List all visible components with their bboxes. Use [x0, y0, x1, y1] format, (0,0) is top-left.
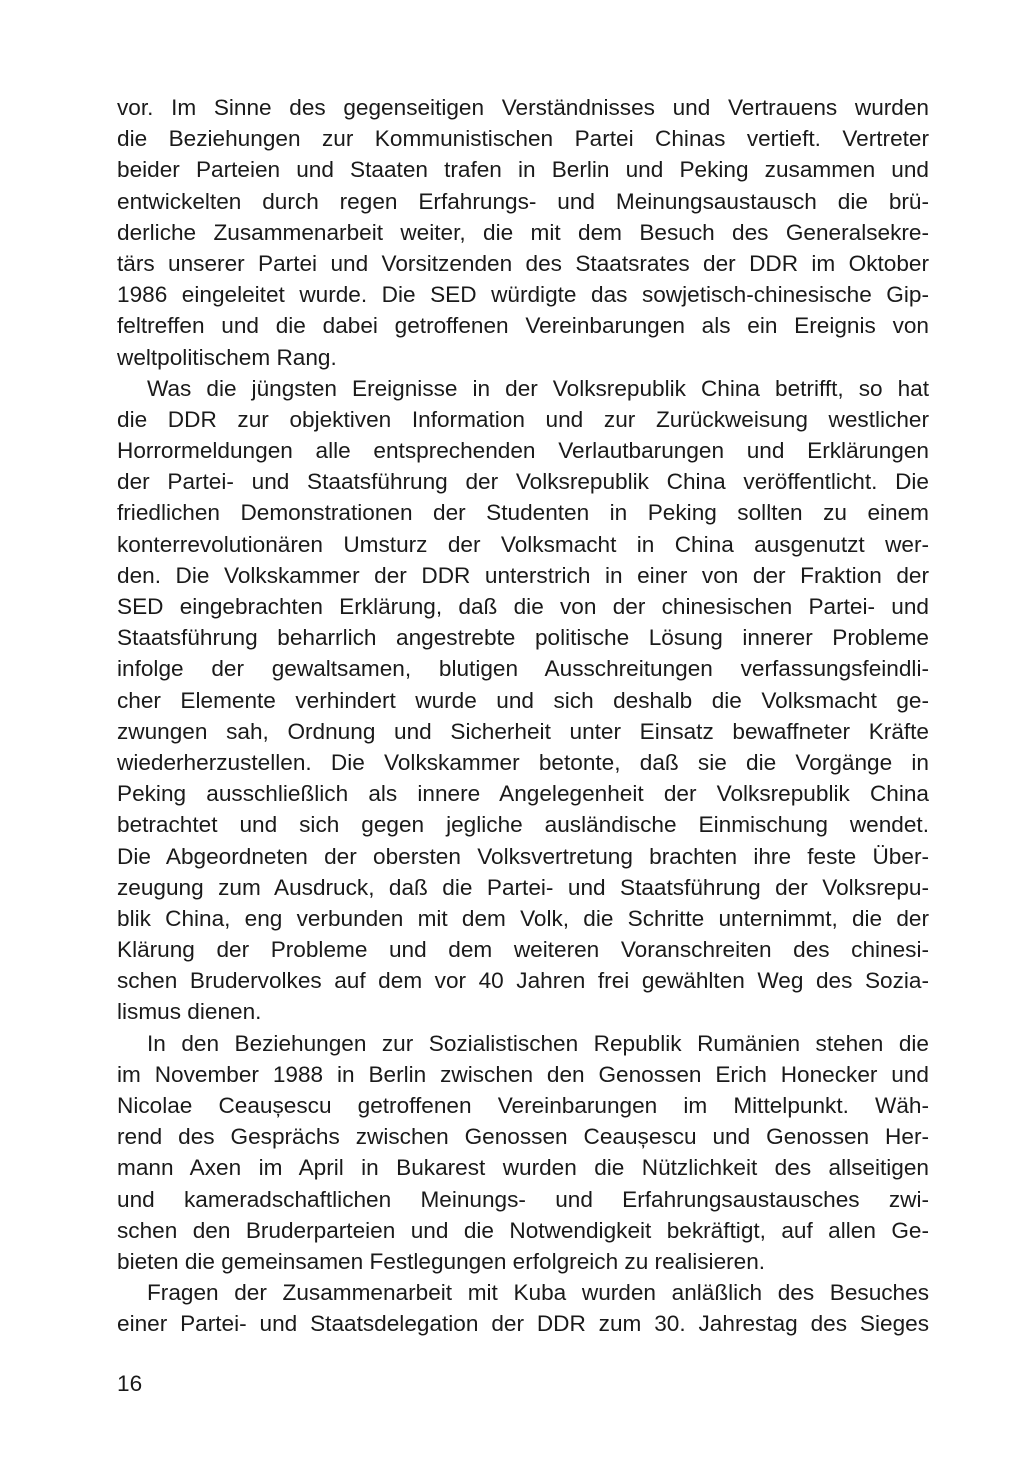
- text-line: tärs unserer Partei und Vorsitzenden des Staatsrates der DDR im Oktober: [117, 250, 929, 276]
- text-line: wiederherzustellen. Die Volkskammer betonte, daß sie die Vorgänge in: [117, 749, 929, 775]
- text-line: entwickelten durch regen Erfahrungs- und Meinungsaustausch die brü-: [117, 188, 929, 214]
- text-line: bieten die gemeinsamen Festlegungen erfolgreich zu realisieren.: [117, 1248, 766, 1274]
- text-line: Die Abgeordneten der obersten Volksvertretung brachten ihre feste Über-: [117, 843, 929, 869]
- text-line: friedlichen Demonstrationen der Studenten in Peking sollten zu einem: [117, 500, 929, 526]
- paragraph-1: [117, 92, 929, 373]
- text-line: weltpolitischem Rang.: [117, 344, 337, 370]
- text-line: einer Partei- und Staatsdelegation der DDR zum 30. Jahrestag des Sieges: [117, 1311, 929, 1337]
- text-line: und kameradschaftlichen Meinungs- und Erfahrungsaustausches zwi-: [117, 1186, 929, 1212]
- text-line: schen den Bruderparteien und die Notwendigkeit bekräftigt, auf allen Ge-: [117, 1217, 929, 1243]
- text-line: den. Die Volkskammer der DDR unterstrich in einer von der Fraktion der: [117, 562, 929, 588]
- text-line: der Partei- und Staatsführung der Volksrepublik China veröffentlicht. Die: [117, 469, 929, 495]
- text-line: Nicolae Ceaușescu getroffenen Vereinbarungen im Mittelpunkt. Wäh-: [117, 1093, 929, 1118]
- text-line: blik China, eng verbunden mit dem Volk, die Schritte unternimmt, die der: [117, 905, 929, 931]
- text-line: zwungen sah, Ordnung und Sicherheit unter Einsatz bewaffneter Kräfte: [117, 718, 929, 744]
- page-number: 16: [117, 1371, 143, 1396]
- text-line: vor. Im Sinne des gegenseitigen Verständnisses und Vertrauens wurden: [117, 95, 929, 120]
- text-line: feltreffen und die dabei getroffenen Vereinbarungen als ein Ereignis von: [117, 313, 929, 339]
- paragraph-2: [117, 373, 929, 1028]
- text-line: die Beziehungen zur Kommunistischen Partei Chinas vertieft. Vertreter: [117, 126, 929, 152]
- body-text: [117, 92, 929, 1340]
- text-line: lismus dienen.: [117, 999, 262, 1025]
- text-line: Horrormeldungen alle entsprechenden Verlautbarungen und Erklärungen: [117, 438, 929, 464]
- text-line: Klärung der Probleme und dem weiteren Voranschreiten des chinesi-: [117, 937, 929, 963]
- text-line: In den Beziehungen zur Sozialistischen Republik Rumänien stehen die: [147, 1030, 929, 1056]
- text-line: cher Elemente verhindert wurde und sich deshalb die Volksmacht ge-: [117, 687, 929, 713]
- text-line: 1986 eingeleitet wurde. Die SED würdigte das sowjetisch-chinesische Gip-: [117, 282, 929, 308]
- paragraph-4: [117, 1277, 929, 1339]
- text-line: beider Parteien und Staaten trafen in Berlin und Peking zusammen und: [117, 157, 929, 183]
- text-line: schen Brudervolkes auf dem vor 40 Jahren frei gewählten Weg des Sozia-: [117, 968, 929, 994]
- text-line: zeugung zum Ausdruck, daß die Partei- und Staatsführung der Volksrepu-: [117, 874, 929, 900]
- text-line: die DDR zur objektiven Information und zur Zurückweisung westlicher: [117, 406, 929, 432]
- text-line: Was die jüngsten Ereignisse in der Volksrepublik China betrifft, so hat: [147, 375, 929, 401]
- text-line: Peking ausschließlich als innere Angelegenheit der Volksrepublik China: [117, 781, 929, 807]
- text-line: betrachtet und sich gegen jegliche ausländische Einmischung wendet.: [117, 812, 929, 838]
- text-line: infolge der gewaltsamen, blutigen Ausschreitungen verfassungsfeindli-: [117, 656, 929, 682]
- text-line: Staatsführung beharrlich angestrebte politische Lösung innerer Probleme: [117, 625, 929, 651]
- text-line: konterrevolutionären Umsturz der Volksmacht in China ausgenutzt wer-: [117, 531, 929, 557]
- text-line: Fragen der Zusammenarbeit mit Kuba wurden anläßlich des Besuches: [147, 1280, 929, 1306]
- text-line: SED eingebrachten Erklärung, daß die von der chinesischen Partei- und: [117, 594, 929, 619]
- paragraph-3: [117, 1028, 929, 1278]
- text-line: im November 1988 in Berlin zwischen den Genossen Erich Honecker und: [117, 1061, 929, 1087]
- text-line: derliche Zusammenarbeit weiter, die mit dem Besuch des Generalsekre-: [117, 219, 929, 245]
- text-line: mann Axen im April in Bukarest wurden die Nützlichkeit des allseitigen: [117, 1155, 929, 1181]
- text-line: rend des Gesprächs zwischen Genossen Ceaușescu und Genossen Her-: [117, 1124, 929, 1150]
